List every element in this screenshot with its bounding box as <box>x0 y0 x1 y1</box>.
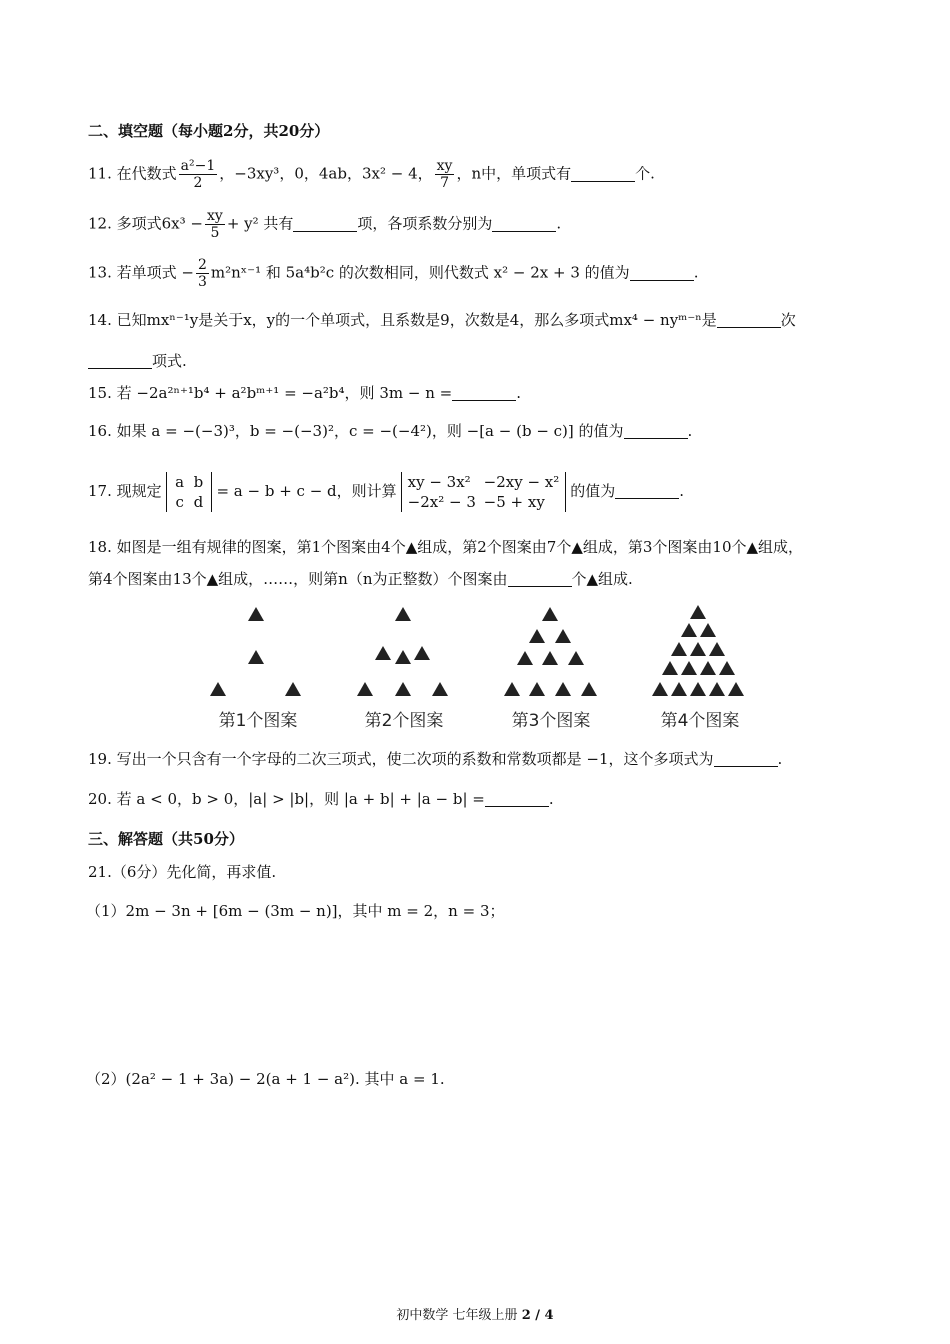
triangle-icon <box>700 661 716 675</box>
triangle-icon <box>662 661 678 675</box>
section-2-title: 二、填空题（每小题2分，共20分） <box>88 122 330 140</box>
pattern-label-4: 第4个图案 <box>660 711 740 731</box>
triangle-icon <box>719 661 735 675</box>
triangle-icon <box>395 607 411 621</box>
answer-blank-12b[interactable] <box>492 217 556 232</box>
triangle-icon <box>581 682 597 696</box>
answer-blank-16[interactable] <box>624 424 688 439</box>
triangle-icon <box>555 629 571 643</box>
question-18-cont: 第4个图案由13个▲组成，……，则第n（n为正整数）个图案由 个▲组成. <box>88 570 633 588</box>
question-21-part-2: （2）(2a² − 1 + 3a) − 2(a + 1 − a²). 其中 a = 1. <box>86 1070 445 1088</box>
triangle-icon <box>690 642 706 656</box>
triangle-icon <box>414 646 430 660</box>
page-number: 2 / 4 <box>521 1308 554 1323</box>
answer-blank-18[interactable] <box>508 572 572 587</box>
triangle-icon <box>248 607 264 621</box>
question-17: 17. 现规定 a b c d = a − b + c − d，则计算 xy − 3x² −2xy − x² −2x² − 3 −5 + xy 的值为 . <box>88 473 685 511</box>
fraction-xy-over-5: $\frac{xy}{5}$ <box>207 208 223 241</box>
answer-blank-15[interactable] <box>452 386 516 401</box>
question-21-part-1: （1）2m − 3n + [6m − (3m − n)]，其中 m = 2，n = 3； <box>86 902 505 920</box>
triangle-icon <box>690 682 706 696</box>
triangle-icon <box>728 682 744 696</box>
triangle-icon <box>210 682 226 696</box>
triangle-icon <box>652 682 668 696</box>
triangle-icon <box>529 629 545 643</box>
triangle-icon <box>671 642 687 656</box>
triangle-icon <box>395 650 411 664</box>
triangle-icon <box>395 682 411 696</box>
answer-blank-13[interactable] <box>630 266 694 281</box>
triangle-icon <box>542 607 558 621</box>
question-16: 16. 如果 a = −(−3)³，b = −(−3)²，c = −(−4²)，则 −[a − (b − c)] 的值为 . <box>88 422 693 440</box>
answer-blank-17[interactable] <box>615 484 679 499</box>
pattern-2 <box>357 607 448 696</box>
pattern-label-3: 第3个图案 <box>511 711 591 731</box>
triangle-icon <box>700 623 716 637</box>
triangle-icon <box>542 651 558 665</box>
pattern-1 <box>210 607 301 696</box>
question-11: 11. 在代数式 $\frac{\text{a²−1}}{2}$ ，−3xy³，0，4ab，3x² − 4， $\frac{xy}{7}$ ，n中，单项式有 个. <box>88 158 655 191</box>
triangle-icon <box>248 650 264 664</box>
triangle-icon <box>285 682 301 696</box>
answer-blank-14b[interactable] <box>88 354 152 369</box>
question-15: 15. 若 −2a²ⁿ⁺¹b⁴ + a²bᵐ⁺¹ = −a²b⁴，则 3m − n = . <box>88 384 521 402</box>
fraction-xy-over-7: $\frac{xy}{7}$ <box>436 158 453 191</box>
fraction-a2-1-over-2: $\frac{\text{a²−1}}{2}$ <box>180 158 216 191</box>
question-21: 21.（6分）先化简，再求值. <box>88 863 277 881</box>
question-12: 12. 多项式6x³ − $\frac{xy}{5}$ + y² 共有 项，各项系数分别为 . <box>88 208 562 241</box>
triangle-icon <box>690 605 706 619</box>
section-3-title: 三、解答题（共50分） <box>88 830 244 848</box>
triangle-icon <box>504 682 520 696</box>
triangle-icon <box>555 682 571 696</box>
triangle-patterns-figure <box>200 598 760 738</box>
question-18: 18. 如图是一组有规律的图案，第1个图案由4个▲组成，第2个图案由7个▲组成，第3个图案由10个▲组成， <box>88 538 804 556</box>
question-19: 19. 写出一个只含有一个字母的二次三项式，使二次项的系数和常数项都是 −1，这个多项式为 . <box>88 750 783 768</box>
triangle-icon <box>681 661 697 675</box>
answer-blank-20[interactable] <box>485 792 549 807</box>
triangle-icon <box>517 651 533 665</box>
answer-blank-14a[interactable] <box>717 313 781 328</box>
triangle-icon <box>671 682 687 696</box>
determinant-expression: xy − 3x² −2xy − x² −2x² − 3 −5 + xy <box>401 472 567 512</box>
determinant-definition: a b c d <box>166 472 213 512</box>
answer-blank-11[interactable] <box>571 167 635 182</box>
triangle-icon <box>357 682 373 696</box>
answer-blank-12a[interactable] <box>293 217 357 232</box>
answer-blank-19[interactable] <box>714 752 778 767</box>
pattern-label-2: 第2个图案 <box>364 711 444 731</box>
question-20: 20. 若 a < 0，b > 0，|a| > |b|，则 |a + b| + |a − b| = . <box>88 790 554 808</box>
question-14: 14. 已知mxⁿ⁻¹y是关于x，y的一个单项式，且系数是9，次数是4，那么多项式mx⁴ − nyᵐ⁻ⁿ是 次 <box>88 311 796 329</box>
pattern-3 <box>504 607 597 696</box>
page-footer: 初中数学 七年级上册 2 / 4 <box>396 1308 554 1323</box>
triangle-icon <box>529 682 545 696</box>
triangle-icon <box>709 642 725 656</box>
triangle-icon <box>375 646 391 660</box>
pattern-label-1: 第1个图案 <box>218 711 298 731</box>
question-13: 13. 若单项式 − $\frac{2}{3}$ m²nˣ⁻¹ 和 5a⁴b²c 的次数相同，则代数式 x² − 2x + 3 的值为 . <box>88 257 699 290</box>
triangle-icon <box>681 623 697 637</box>
fraction-2-over-3: $\frac{2}{3}$ <box>197 257 207 290</box>
pattern-4 <box>652 605 744 696</box>
question-14-cont: 项式. <box>88 350 870 372</box>
triangle-icon <box>568 651 584 665</box>
triangle-icon <box>432 682 448 696</box>
triangle-icon <box>709 682 725 696</box>
